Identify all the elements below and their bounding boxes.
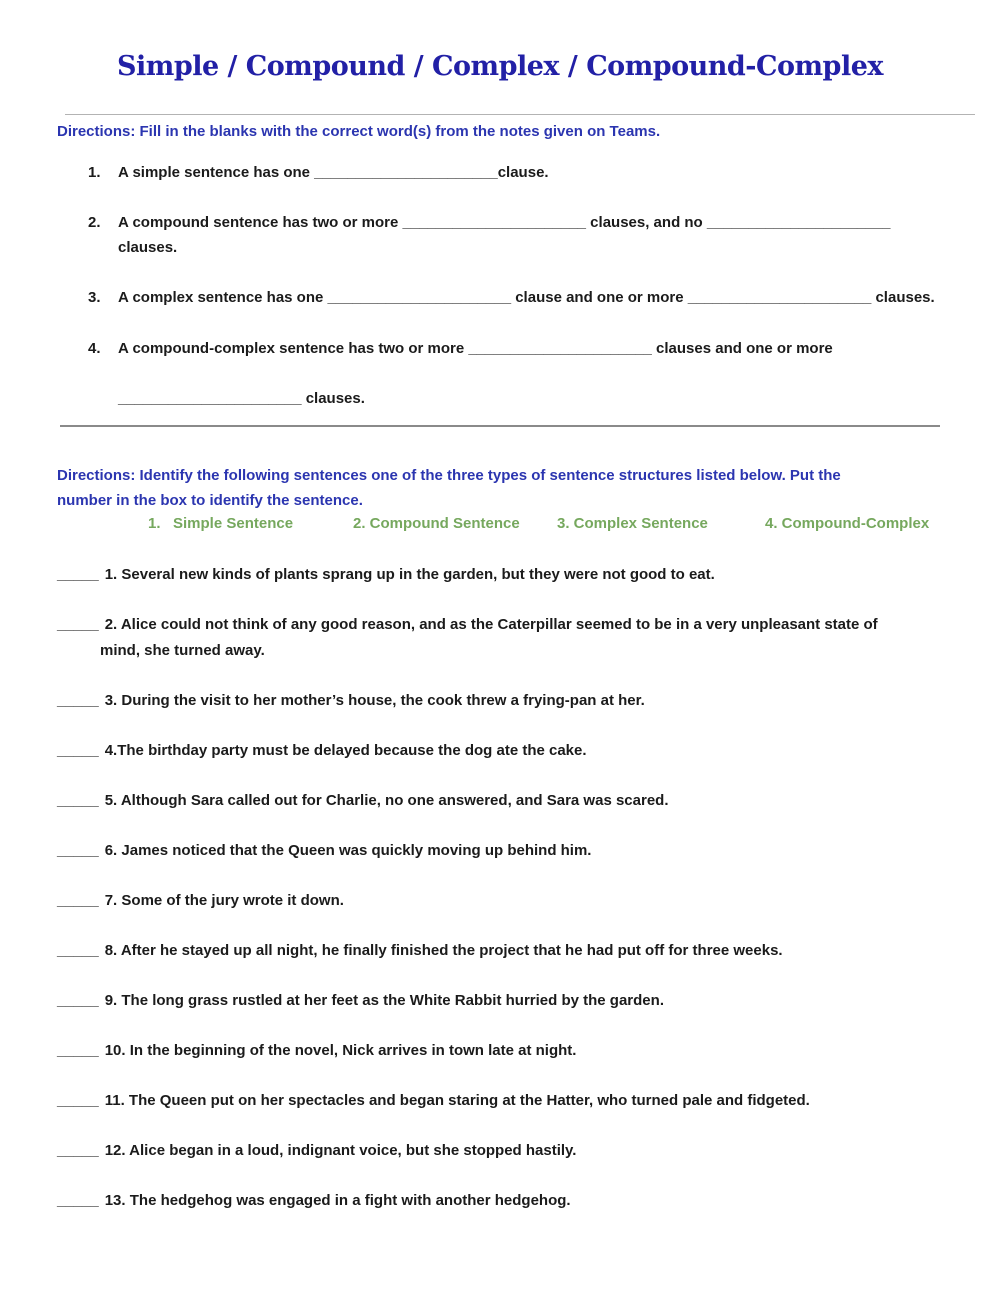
option-compound-complex: 4. Compound-Complex xyxy=(765,515,930,532)
fill-item-text-continuation: clauses. xyxy=(118,239,178,256)
sentence-text: 1. Several new kinds of plants sprang up in the garden, but they were not good to eat. xyxy=(104,566,715,583)
fill-item-1 xyxy=(88,163,1000,182)
fill-item-text: A compound-complex sentence has two or more ______________________ clauses and one or more xyxy=(118,340,833,357)
sentence-text: 3. During the visit to her mother’s house, the cook threw a frying-pan at her. xyxy=(104,692,645,709)
sentence-row-10 xyxy=(57,1041,1000,1060)
sentence-text-continuation: mind, she turned away. xyxy=(100,642,265,659)
fill-item-number: 3. xyxy=(88,289,101,306)
sentence-row-11 xyxy=(57,1091,1000,1110)
sentence-row-2-wrap xyxy=(0,615,1000,660)
option-simple-sentence: 1. Simple Sentence xyxy=(148,515,294,532)
answer-blank[interactable]: _____ xyxy=(57,566,99,583)
sentence-row-3 xyxy=(57,691,1000,710)
option-compound-sentence: 2. Compound Sentence xyxy=(353,515,520,532)
answer-blank[interactable]: _____ xyxy=(57,1142,99,1159)
sentence-row-5 xyxy=(57,791,1000,810)
sentence-row-7 xyxy=(57,891,1000,910)
fill-item-text: A complex sentence has one ______________________ clause and one or more ______________________ clauses. xyxy=(118,289,935,306)
fill-item-3 xyxy=(88,288,1000,307)
sentence-text: 4.The birthday party must be delayed because the dog ate the cake. xyxy=(104,742,587,759)
answer-blank[interactable]: _____ xyxy=(57,692,99,709)
sentence-text: 5. Although Sara called out for Charlie, no one answered, and Sara was scared. xyxy=(104,792,669,809)
sentence-text: 9. The long grass rustled at her feet as the White Rabbit hurried by the garden. xyxy=(104,992,664,1009)
fill-item-text: A compound sentence has two or more ______________________ clauses, and no ______________________ xyxy=(118,214,891,231)
answer-blank[interactable]: _____ xyxy=(57,742,99,759)
sentence-row-6 xyxy=(57,841,1000,860)
fill-item-text-continuation: ______________________ clauses. xyxy=(118,390,365,407)
sentence-text: 8. After he stayed up all night, he finally finished the project that he had put off for three weeks. xyxy=(104,942,783,959)
sentence-row-2 xyxy=(57,615,1000,634)
sentence-row-8 xyxy=(57,941,1000,960)
fill-item-number: 4. xyxy=(88,340,101,357)
answer-blank[interactable]: _____ xyxy=(57,1092,99,1109)
sentence-row-4 xyxy=(57,741,1000,760)
part2-directions xyxy=(57,463,1000,513)
part2-directions-line2: number in the box to identify the sentence. xyxy=(57,492,363,509)
part1-directions: Directions: Fill in the blanks with the correct word(s) from the notes given on Teams. xyxy=(57,123,661,140)
answer-blank[interactable]: _____ xyxy=(57,1042,99,1059)
sentence-text: 6. James noticed that the Queen was quickly moving up behind him. xyxy=(104,842,592,859)
answer-blank[interactable]: _____ xyxy=(57,942,99,959)
sentence-text: 11. The Queen put on her spectacles and began staring at the Hatter, who turned pale and fidgeted. xyxy=(104,1092,810,1109)
fill-item-number: 2. xyxy=(88,214,101,231)
sentence-row-13 xyxy=(57,1191,1000,1210)
sentence-text: 10. In the beginning of the novel, Nick arrives in town late at night. xyxy=(104,1042,577,1059)
part2-directions-line1: Directions: Identify the following sentences one of the three types of sentence structures listed below. Put the xyxy=(57,467,841,484)
answer-blank[interactable]: _____ xyxy=(57,616,99,633)
sentence-row-9 xyxy=(57,991,1000,1010)
sentence-text: 2. Alice could not think of any good reason, and as the Caterpillar seemed to be in a very unpleasant state of xyxy=(104,616,878,633)
page-title: Simple / Compound / Complex / Compound-Complex xyxy=(117,51,883,82)
answer-blank[interactable]: _____ xyxy=(57,792,99,809)
answer-key-options xyxy=(0,515,1000,535)
divider-top xyxy=(65,114,975,115)
sentence-text: 7. Some of the jury wrote it down. xyxy=(104,892,344,909)
sentence-row-1 xyxy=(57,565,1000,584)
fill-item-text: A simple sentence has one ______________________clause. xyxy=(118,164,549,181)
divider-middle xyxy=(60,425,940,427)
fill-item-4 xyxy=(88,339,1000,358)
option-complex-sentence: 3. Complex Sentence xyxy=(557,515,708,532)
answer-blank[interactable]: _____ xyxy=(57,892,99,909)
answer-blank[interactable]: _____ xyxy=(57,992,99,1009)
sentence-text: 13. The hedgehog was engaged in a fight with another hedgehog. xyxy=(104,1192,571,1209)
fill-item-2 xyxy=(88,213,1000,232)
answer-blank[interactable]: _____ xyxy=(57,1192,99,1209)
sentence-text: 12. Alice began in a loud, indignant voice, but she stopped hastily. xyxy=(104,1142,577,1159)
answer-blank[interactable]: _____ xyxy=(57,842,99,859)
sentence-row-12 xyxy=(57,1141,1000,1160)
fill-item-number: 1. xyxy=(88,164,101,181)
